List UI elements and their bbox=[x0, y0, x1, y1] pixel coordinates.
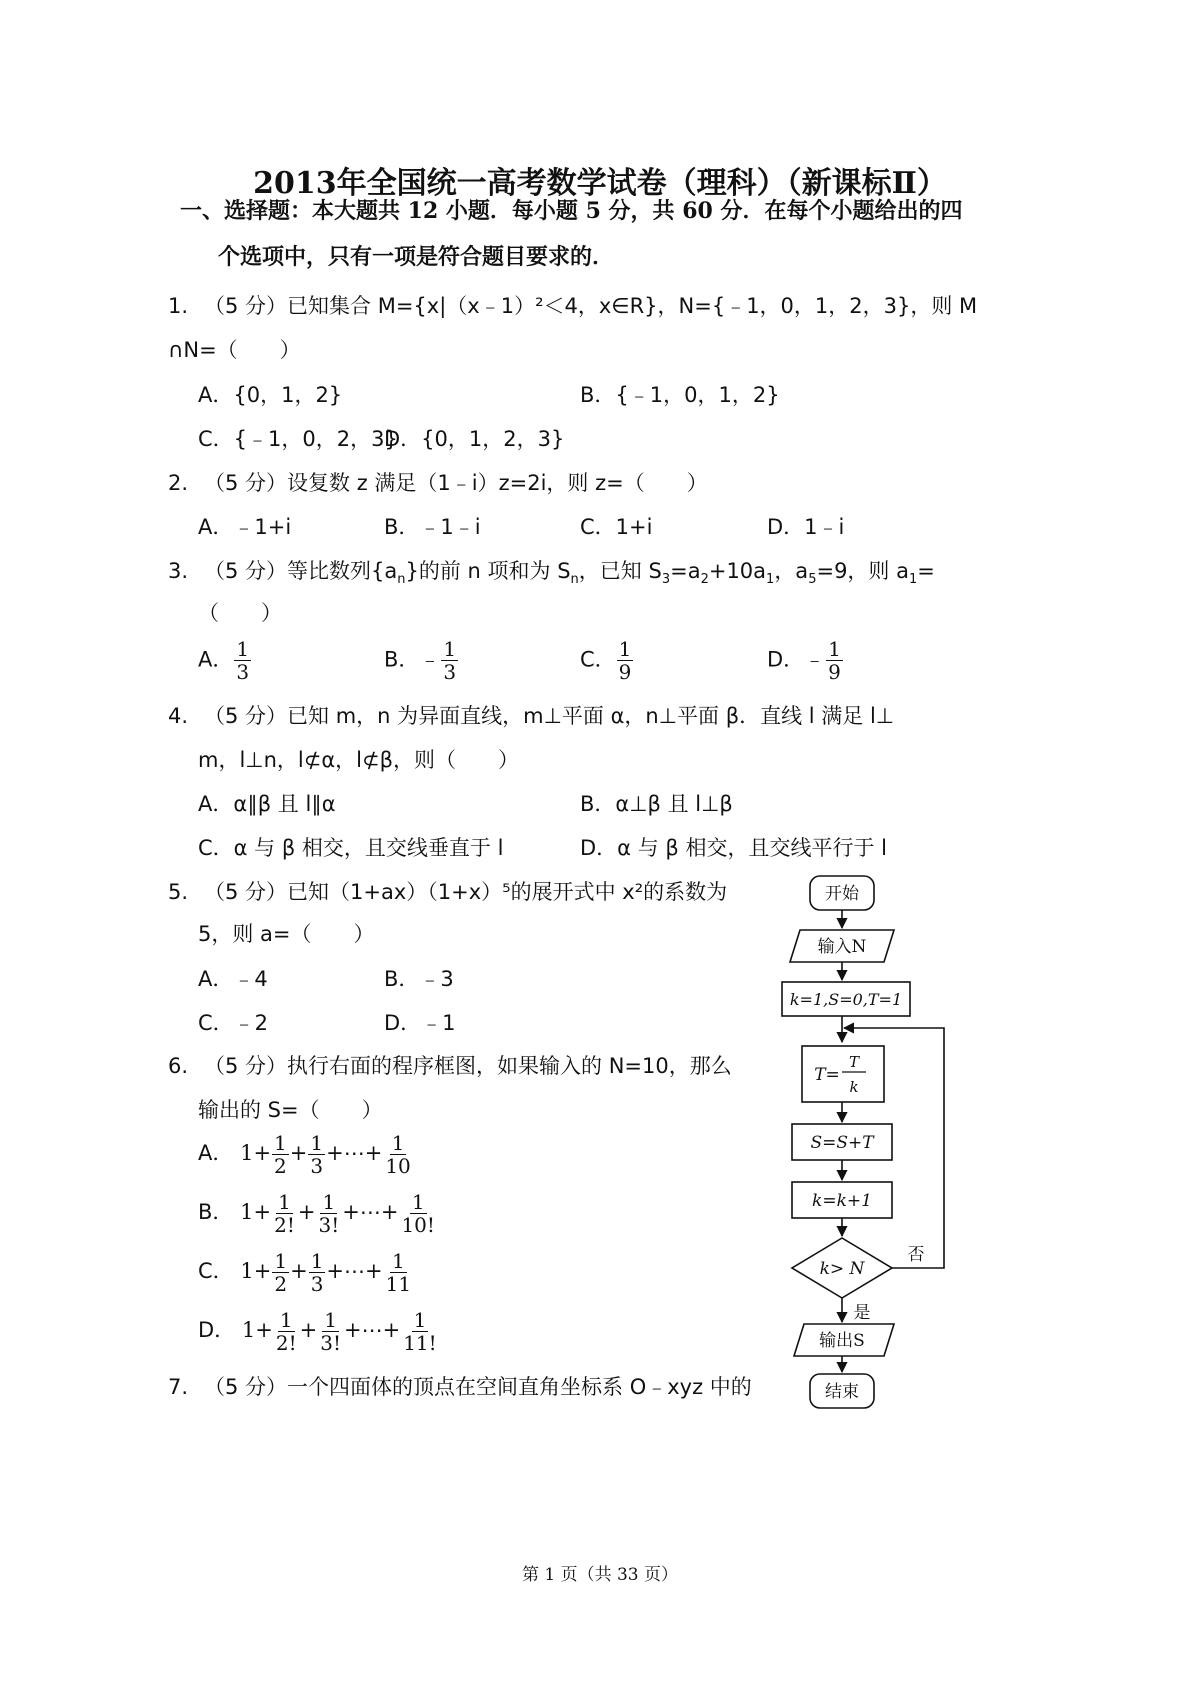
q5-option-a: A．﹣4 bbox=[198, 967, 268, 991]
section-line-2: 个选项中，只有一项是符合题目要求的． bbox=[218, 244, 615, 270]
q1-option-b: B．{﹣1，0，1，2} bbox=[580, 383, 780, 407]
q2-option-c: C．1+i bbox=[580, 515, 653, 539]
denominator: 2! bbox=[275, 1331, 297, 1355]
fraction bbox=[272, 1132, 289, 1177]
denominator: 3 bbox=[443, 660, 457, 684]
question-text: ，已知 S bbox=[578, 559, 662, 583]
q1-option-c: C．{﹣1，0，2，3} bbox=[198, 427, 398, 451]
question-number: 7. bbox=[168, 1375, 189, 1399]
q4-option-d: D．α 与 β 相交，且交线平行于 l bbox=[580, 836, 887, 860]
series-expression bbox=[241, 1308, 440, 1355]
section-line-1: 一、选择题：本大题共 12 小题．每小题 5 分，共 60 分．在每个小题给出的四 bbox=[180, 198, 963, 224]
flow-k-update-label: k=k+1 bbox=[812, 1191, 872, 1211]
q5-option-d: D．﹣1 bbox=[384, 1011, 456, 1035]
numerator: 1 bbox=[236, 637, 250, 661]
question-number: 6. bbox=[168, 1054, 189, 1078]
operator: +⋯+ bbox=[342, 1200, 399, 1224]
fraction bbox=[309, 1250, 326, 1295]
subscript: n bbox=[570, 572, 579, 588]
term: 1 bbox=[241, 1318, 256, 1342]
flow-condition-label: k> N bbox=[819, 1259, 865, 1279]
page-title: 2013年全国统一高考数学试卷（理科）（新课标Ⅱ） bbox=[253, 166, 947, 201]
q3-option-b bbox=[384, 638, 459, 683]
denominator: 3 bbox=[310, 1272, 324, 1296]
question-6 bbox=[168, 1050, 732, 1080]
q3-option-c bbox=[580, 638, 634, 683]
q6-option-c bbox=[198, 1250, 414, 1295]
q4-option-a: A．α∥β 且 l∥α bbox=[198, 792, 336, 816]
question-text: （5 分）设复数 z 满足（1﹣i）z=2i，则 z=（ ） bbox=[204, 471, 708, 495]
operator: + bbox=[299, 1318, 318, 1342]
fraction bbox=[272, 1191, 297, 1236]
flow-t-lhs: T= bbox=[814, 1065, 840, 1085]
fraction bbox=[274, 1309, 299, 1354]
subscript: 1 bbox=[908, 572, 918, 588]
q3-option-a bbox=[198, 638, 252, 683]
subscript: 1 bbox=[766, 572, 775, 588]
option-label: D． bbox=[767, 647, 805, 672]
q6-option-a bbox=[198, 1132, 414, 1177]
operator: + bbox=[297, 1200, 316, 1224]
numerator: 1 bbox=[391, 1131, 405, 1155]
question-text: （5 分）已知集合 M={x|（x﹣1）²＜4，x∈R}，N={﹣1，0，1，2，3}，则 M bbox=[204, 294, 978, 318]
subscript: 3 bbox=[661, 572, 671, 588]
subscript: 2 bbox=[700, 572, 709, 588]
q2-option-d: D．1﹣i bbox=[767, 515, 845, 539]
operator: + bbox=[253, 1141, 272, 1165]
q6-option-b bbox=[198, 1191, 438, 1236]
question-number: 2. bbox=[168, 471, 189, 495]
option-label: C． bbox=[580, 647, 616, 672]
fraction bbox=[383, 1132, 412, 1177]
flow-input-label: 输入N bbox=[817, 937, 867, 957]
question-5 bbox=[168, 876, 727, 906]
subscript: n bbox=[397, 572, 406, 588]
fraction bbox=[234, 638, 251, 683]
question-text: （5 分）已知（1+ax）（1+x）⁵的展开式中 x²的系数为 bbox=[204, 880, 728, 904]
q1-option-d: D．{0，1，2，3} bbox=[384, 427, 565, 451]
flow-init-label: k=1,S=0,T=1 bbox=[789, 990, 903, 1009]
page-footer: 第 1 页（共 33 页） bbox=[521, 1565, 679, 1585]
flow-yes-label: 是 bbox=[853, 1303, 871, 1323]
denominator: 11 bbox=[385, 1272, 412, 1296]
numerator: 1 bbox=[443, 637, 457, 661]
fraction bbox=[272, 1250, 289, 1295]
operator: + bbox=[255, 1318, 273, 1342]
numerator: 1 bbox=[391, 1249, 405, 1273]
fraction bbox=[316, 1191, 341, 1236]
question-number: 3. bbox=[168, 559, 189, 583]
term: 1 bbox=[240, 1141, 254, 1165]
section-heading bbox=[180, 188, 1030, 280]
operator: +⋯+ bbox=[326, 1259, 383, 1283]
question-text: ，a bbox=[774, 559, 809, 583]
q5-option-c: C．﹣2 bbox=[198, 1011, 269, 1035]
question-text: （5 分）一个四面体的顶点在空间直角坐标系 O﹣xyz 中的 bbox=[204, 1375, 752, 1399]
flow-output-label: 输出S bbox=[819, 1331, 865, 1351]
denominator: 2 bbox=[274, 1272, 288, 1296]
numerator: 1 bbox=[828, 637, 841, 661]
question-7 bbox=[168, 1371, 752, 1401]
numerator: 1 bbox=[278, 1190, 291, 1214]
option-label: A． bbox=[198, 647, 234, 672]
question-text: = bbox=[917, 559, 935, 583]
question-1-line-2: ∩N=（ ） bbox=[168, 338, 301, 362]
denominator: 9 bbox=[828, 660, 841, 684]
operator: + bbox=[290, 1259, 308, 1283]
flow-s-update-label: S=S+T bbox=[810, 1133, 874, 1153]
fraction bbox=[441, 638, 458, 683]
question-4-line-2: m，l⊥n，l⊄α，l⊄β，则（ ） bbox=[198, 748, 519, 772]
fraction bbox=[318, 1309, 343, 1354]
numerator: 1 bbox=[279, 1308, 293, 1332]
question-5-line-2: 5，则 a=（ ） bbox=[198, 922, 375, 946]
fraction bbox=[617, 638, 634, 683]
term: 1 bbox=[240, 1200, 254, 1224]
series-expression bbox=[240, 1190, 438, 1237]
fraction bbox=[308, 1132, 325, 1177]
numerator: 1 bbox=[310, 1131, 324, 1155]
question-text: =9，则 a bbox=[816, 559, 909, 583]
option-label: A． bbox=[198, 1141, 234, 1165]
denominator: 2! bbox=[274, 1213, 295, 1237]
numerator: 1 bbox=[413, 1308, 427, 1332]
fraction bbox=[384, 1250, 413, 1295]
denominator: 3 bbox=[236, 660, 250, 684]
question-number: 5. bbox=[168, 880, 189, 904]
question-text: +10a bbox=[708, 559, 767, 583]
option-label: B． bbox=[198, 1200, 234, 1224]
flow-no-label: 否 bbox=[907, 1245, 925, 1265]
denominator: 3 bbox=[310, 1154, 324, 1178]
fraction bbox=[826, 638, 843, 683]
question-text: （5 分）等比数列{a bbox=[204, 559, 398, 583]
q4-option-b: B．α⊥β 且 l⊥β bbox=[580, 792, 733, 816]
numerator: 1 bbox=[274, 1249, 288, 1273]
fraction bbox=[401, 1309, 439, 1354]
subscript: 5 bbox=[808, 572, 817, 588]
term: 1 bbox=[240, 1259, 254, 1283]
denominator: 10 bbox=[385, 1154, 411, 1178]
denominator: 10! bbox=[401, 1213, 435, 1237]
q6-option-d bbox=[198, 1309, 440, 1354]
flow-start-label: 开始 bbox=[825, 884, 859, 904]
q4-option-c: C．α 与 β 相交，且交线垂直于 l bbox=[198, 836, 504, 860]
question-number: 4. bbox=[168, 704, 189, 728]
question-text: }的前 n 项和为 S bbox=[405, 559, 571, 583]
option-label: D． bbox=[198, 1318, 236, 1342]
operator: + bbox=[289, 1141, 308, 1165]
numerator: 1 bbox=[411, 1190, 425, 1214]
numerator: 1 bbox=[324, 1308, 337, 1332]
series-expression bbox=[240, 1131, 414, 1178]
denominator: 11! bbox=[403, 1331, 437, 1355]
q2-option-a: A．﹣1+i bbox=[198, 515, 292, 539]
question-6-line-2: 输出的 S=（ ） bbox=[198, 1098, 383, 1122]
denominator: 2 bbox=[274, 1154, 287, 1178]
question-text: （5 分）执行右面的程序框图，如果输入的 N=10，那么 bbox=[204, 1054, 732, 1078]
q3-option-d bbox=[767, 638, 844, 683]
numerator: 1 bbox=[310, 1249, 324, 1273]
q2-option-b: B．﹣1﹣i bbox=[384, 515, 481, 539]
operator: + bbox=[253, 1259, 272, 1283]
question-text: =a bbox=[670, 559, 701, 583]
minus-sign: ﹣ bbox=[804, 647, 826, 672]
question-4 bbox=[168, 700, 894, 730]
question-3-line-2: （ ） bbox=[198, 601, 282, 625]
q5-option-b: B．﹣3 bbox=[384, 967, 454, 991]
question-1 bbox=[168, 290, 977, 320]
program-flowchart bbox=[770, 860, 970, 1420]
flow-t-numerator: T bbox=[848, 1053, 860, 1071]
fraction bbox=[399, 1191, 437, 1236]
numerator: 1 bbox=[322, 1190, 336, 1214]
flow-end-label: 结束 bbox=[825, 1382, 859, 1402]
denominator: 9 bbox=[618, 660, 632, 684]
operator: +⋯+ bbox=[343, 1318, 401, 1342]
question-number: 1. bbox=[168, 294, 189, 318]
option-label: C． bbox=[198, 1259, 234, 1283]
series-expression bbox=[240, 1249, 414, 1296]
question-text: （5 分）已知 m，n 为异面直线，m⊥平面 α，n⊥平面 β．直线 l 满足 l⊥ bbox=[204, 704, 895, 728]
numerator: 1 bbox=[618, 637, 632, 661]
denominator: 3! bbox=[320, 1331, 341, 1355]
option-label: B． bbox=[384, 647, 420, 672]
minus-sign: ﹣ bbox=[419, 647, 441, 672]
question-2 bbox=[168, 467, 708, 497]
operator: +⋯+ bbox=[326, 1141, 383, 1165]
q1-option-a: A．{0，1，2} bbox=[198, 383, 343, 407]
denominator: 3! bbox=[318, 1213, 340, 1237]
flow-t-denominator: k bbox=[849, 1078, 859, 1096]
numerator: 1 bbox=[274, 1131, 287, 1155]
operator: + bbox=[253, 1200, 272, 1224]
question-3 bbox=[168, 555, 935, 587]
